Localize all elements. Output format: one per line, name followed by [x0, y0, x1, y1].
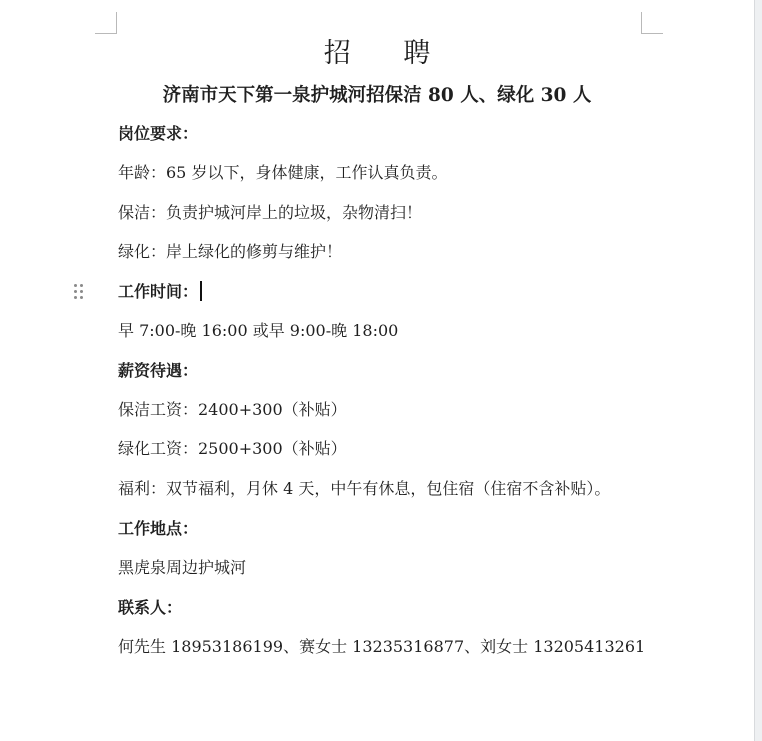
work-time-heading[interactable]	[118, 281, 202, 303]
page-subtitle: 济南市天下第一泉护城河招保洁 80 人、绿化 30 人	[162, 85, 592, 106]
work-time-heading-text: 工作时间：	[118, 282, 199, 301]
crop-mark-top-left	[95, 12, 117, 34]
crop-mark-top-right	[641, 12, 663, 34]
requirements-heading: 岗位要求：	[118, 124, 199, 143]
requirement-cleaning: 保洁：负责护城河岸上的垃圾，杂物清扫！	[118, 203, 423, 222]
work-time-value: 早 7:00-晚 16:00 或早 9:00-晚 18:00	[118, 321, 399, 340]
salary-heading: 薪资待遇：	[118, 361, 199, 380]
requirement-greening: 绿化：岸上绿化的修剪与维护！	[118, 242, 343, 261]
salary-benefits: 福利：双节福利，月休 4 天，中午有休息，包住宿（住宿不含补贴）。	[118, 479, 611, 498]
page-title: 招 聘	[323, 38, 453, 69]
text-cursor	[200, 281, 202, 301]
requirement-age: 年龄：65 岁以下，身体健康，工作认真负责。	[118, 163, 448, 182]
location-heading: 工作地点：	[118, 519, 199, 538]
contact-value: 何先生 18953186199、赛女士 13235316877、刘女士 13205413261	[118, 637, 646, 656]
salary-greening: 绿化工资：2500+300（补贴）	[118, 439, 347, 458]
scrollbar-track[interactable]	[754, 0, 762, 741]
location-value: 黑虎泉周边护城河	[118, 558, 247, 577]
salary-cleaning: 保洁工资：2400+300（补贴）	[118, 400, 347, 419]
paragraph-drag-handle-icon[interactable]	[73, 283, 85, 301]
contact-heading: 联系人：	[118, 598, 183, 617]
